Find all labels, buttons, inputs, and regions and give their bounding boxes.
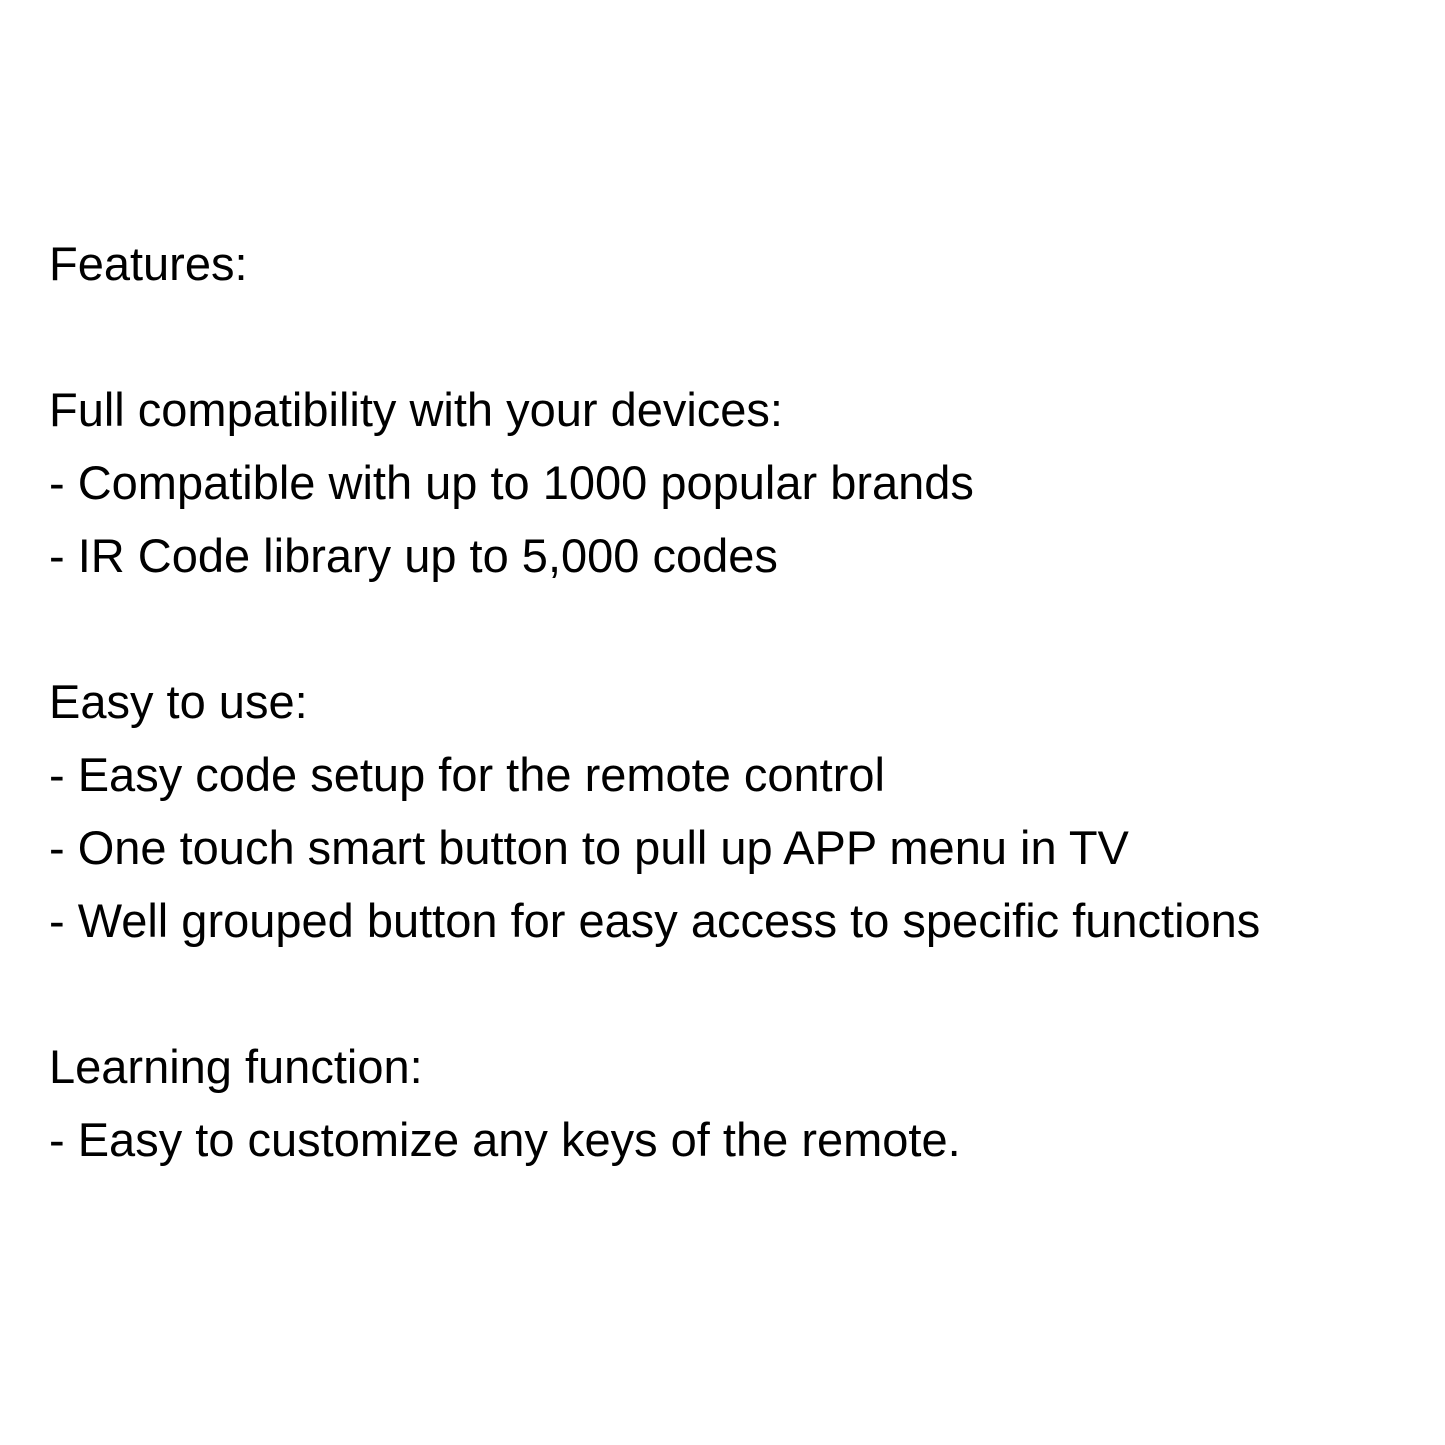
section-heading: Full compatibility with your devices: [49,383,783,436]
list-item: - Easy to customize any keys of the remote. [49,1113,961,1166]
spacer [49,300,1429,373]
section-compatibility [49,373,1429,592]
spacer [49,957,1429,1030]
list-item: - Well grouped button for easy access to specific functions [49,894,1261,947]
list-item: - Easy code setup for the remote control [49,748,885,801]
section-heading: Easy to use: [49,675,308,728]
section-learning-function [49,1030,1429,1176]
document-title: Features: [49,237,248,290]
section-heading: Learning function: [49,1040,423,1093]
section-easy-to-use [49,665,1429,957]
spacer [49,592,1429,665]
list-item: - One touch smart button to pull up APP menu in TV [49,821,1129,874]
feature-document [49,227,1429,1176]
list-item: - IR Code library up to 5,000 codes [49,529,778,582]
list-item: - Compatible with up to 1000 popular brands [49,456,974,509]
